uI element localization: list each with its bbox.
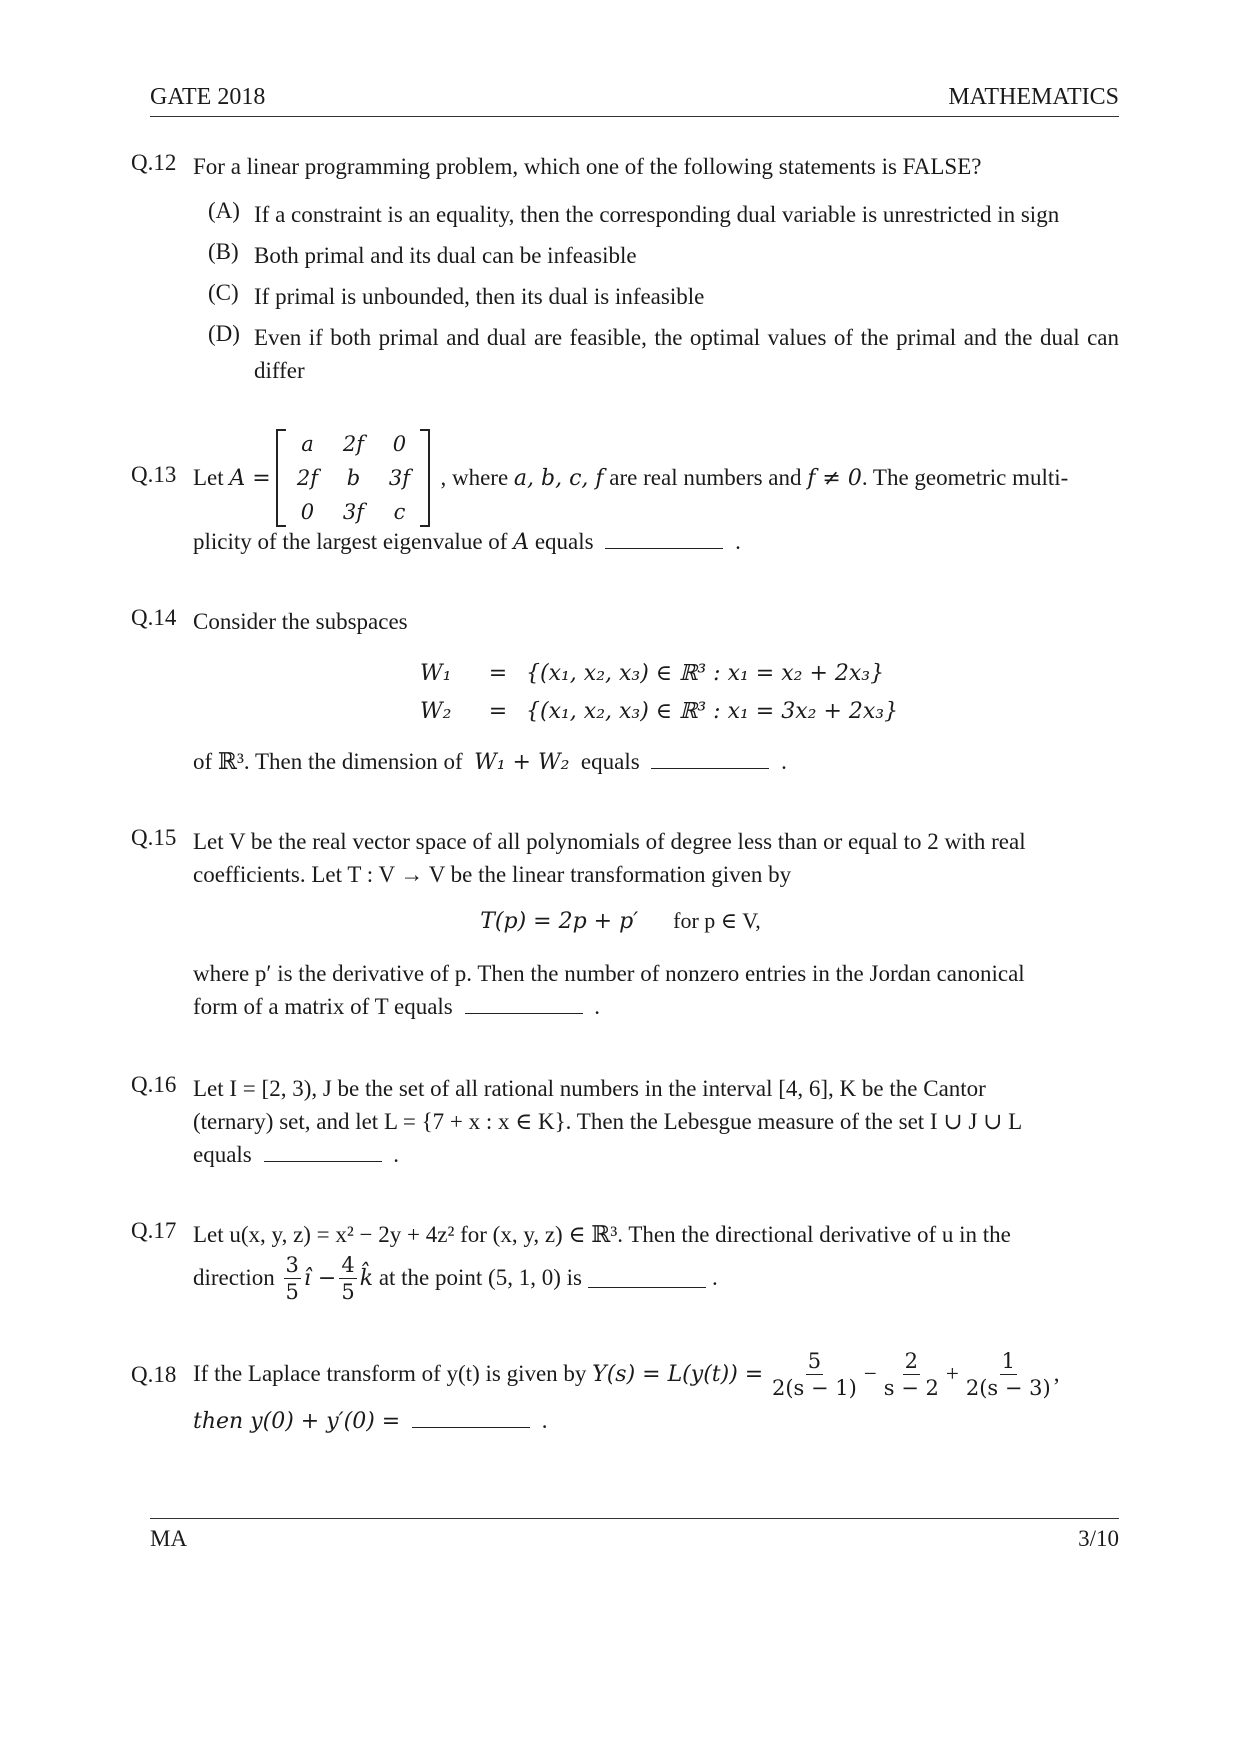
q18-t3-den: 2(s − 3) [965,1375,1051,1400]
q13-line2 [193,525,1119,559]
q12-option-a-label: (A) [208,198,240,223]
q17-f2-den: 5 [341,1279,355,1304]
footer-rule [150,1518,1119,1519]
q18-end: . [541,1408,548,1433]
q17-answer-blank [588,1269,706,1288]
q14-tail-math: W₁ + W₂ [474,750,570,775]
q16-line3-wrap [193,1138,1119,1171]
q13-answer-blank [605,530,723,549]
matrix-cell: 2f [342,432,365,456]
q13-lhs: A = [229,465,271,491]
matrix-cell: 0 [300,500,315,524]
q13-line2-text: plicity of the largest eigenvalue of [193,529,508,554]
q16-line1: Let I = [2, 3), J be the set of all rational numbers in the interval [4, 6], K be the Cantor [193,1076,986,1101]
q12-number: Q.12 [131,150,177,175]
q14-w1-eq: = [488,661,508,686]
q13-line2-var: A [513,530,530,555]
q18-term-3 [966,1348,1051,1401]
q18-op2: + [945,1361,959,1386]
q13-mid: , where [440,465,509,490]
q14-number: Q.14 [131,605,177,630]
q18-number: Q.18 [131,1362,177,1387]
q17-end: . [711,1265,718,1290]
q16-line2: (ternary) set, and let L = {7 + x : x ∈ K}. Then the Lebesgue measure of the set I ∪ J ∪ L [193,1109,1023,1134]
q13-tail: . The geometric multi- [861,465,1069,490]
q18-line2: then y(0) + y′(0) = [193,1409,401,1434]
q15-number: Q.15 [131,825,177,850]
q14-answer-blank [651,750,769,769]
q18-answer-blank [412,1409,530,1428]
q14-tail [193,745,1119,779]
q12-option-d-text: Even if both primal and dual are feasible, the optimal values of the primal and the dual can differ [254,325,1119,383]
q14-w2-row [420,693,898,731]
q12-text: For a linear programming problem, which one of the following statements is FALSE? [193,154,982,179]
matrix-cell: c [393,500,406,524]
q17-f1-den: 5 [285,1279,299,1304]
q17-fraction-2 [339,1252,356,1305]
q13-line2-equals: equals [534,529,594,554]
q18-line2-wrap [193,1404,1119,1438]
q17-v2: k̂ [359,1265,374,1291]
q17-f2-num: 4 [341,1252,355,1277]
q13-line1 [193,430,1119,526]
q14-w2-eq: = [488,699,508,724]
q12-option-b-text: Both primal and its dual can be infeasible [254,243,637,268]
q18-comma: , [1053,1361,1060,1386]
q16-answer-blank [264,1143,382,1162]
q13-condition: f ≠ 0 [807,465,862,491]
q17-f1-num: 3 [285,1252,299,1277]
q12-option-c-label: (C) [208,280,239,305]
q15-line2: coefficients. Let T : V → V be the linear transformation given by [193,862,792,887]
q12-option-d-label: (D) [208,321,240,346]
q17-point: at the point (5, 1, 0) is [378,1265,582,1290]
q15-line4-wrap [193,990,1119,1023]
q15-formula: T(p) = 2p + p′ [480,909,639,934]
q15-line4: form of a matrix of T equals [193,994,453,1019]
q18-t1-num: 5 [807,1348,822,1373]
q18-t3-num: 1 [1001,1348,1015,1373]
q18-term-2 [884,1348,939,1401]
q14-end: . [781,749,787,774]
q14-tail-equals: equals [580,749,640,774]
q17-fraction-1 [284,1252,301,1305]
q16-number: Q.16 [131,1072,177,1097]
q18-t1-den: 2(s − 1) [771,1375,857,1400]
q14-w1-row [420,655,898,693]
q13-matrix [276,429,430,527]
q15-line3: where p′ is the derivative of p. Then the number of nonzero entries in the Jordan canonical [193,961,1025,986]
q12-option-a-text: If a constraint is an equality, then the corresponding dual variable is unrestricted in sign [254,202,1060,227]
q17-number: Q.17 [131,1218,177,1243]
q13-mid2: are real numbers and [609,465,802,490]
q14-equations [420,655,898,731]
q14-w1-lhs: W₁ [420,661,452,686]
q17-v1: î − [303,1265,337,1291]
q16-line3: equals [193,1142,252,1167]
q14-w1-rhs: {(x₁, x₂, x₃) ∈ ℝ³ : x₁ = x₂ + 2x₃} [526,661,885,686]
matrix-cell: 3f [388,466,411,490]
q13-vars: a, b, c, f [513,465,604,491]
matrix-cell: 2f [296,466,319,490]
header-exam-title: GATE 2018 [150,84,266,110]
q18-lhs: Y(s) = L(y(t)) = [592,1361,764,1387]
q13-number: Q.13 [131,462,177,487]
matrix-cell: 3f [342,500,365,524]
q17-line1: Let u(x, y, z) = x² − 2y + 4z² for (x, y, z) ∈ ℝ³. Then the directional derivative of u in the [193,1222,1011,1247]
q14-tail-text: of ℝ³. Then the dimension of [193,749,463,774]
q12-option-c-text: If primal is unbounded, then its dual is infeasible [254,284,705,309]
q13-end: . [735,529,741,554]
q13-lead: Let [193,465,224,490]
q18-term-1 [772,1348,857,1401]
header-subject: MATHEMATICS [948,84,1119,110]
q18-lead: If the Laplace transform of y(t) is given by [193,1361,587,1386]
q15-end: . [594,994,600,1019]
q15-answer-blank [465,995,583,1014]
q18-line1 [193,1340,1119,1408]
matrix-cell: 0 [392,432,407,456]
q14-w2-rhs: {(x₁, x₂, x₃) ∈ ℝ³ : x₁ = 3x₂ + 2x₃} [526,699,899,724]
header-rule [150,116,1119,117]
q12-option-b-label: (B) [208,239,239,264]
matrix-cell: b [346,466,361,490]
matrix-cell: a [301,432,314,456]
q15-line1: Let V be the real vector space of all polynomials of degree less than or equal to 2 with real [193,829,1026,854]
footer-page-number: 3/10 [1078,1526,1119,1551]
q16-end: . [393,1142,400,1167]
q17-line2 [193,1247,718,1309]
q15-formula-tail: for p ∈ V, [673,908,761,933]
q18-t2-den: s − 2 [883,1375,939,1400]
footer-paper-code: MA [150,1526,188,1551]
q14-text: Consider the subspaces [193,609,408,634]
q17-direction: direction [193,1265,275,1290]
q15-formula-row [0,908,1241,934]
q14-w2-lhs: W₂ [420,699,452,724]
q18-op1: − [863,1361,877,1386]
q18-t2-num: 2 [904,1348,919,1373]
